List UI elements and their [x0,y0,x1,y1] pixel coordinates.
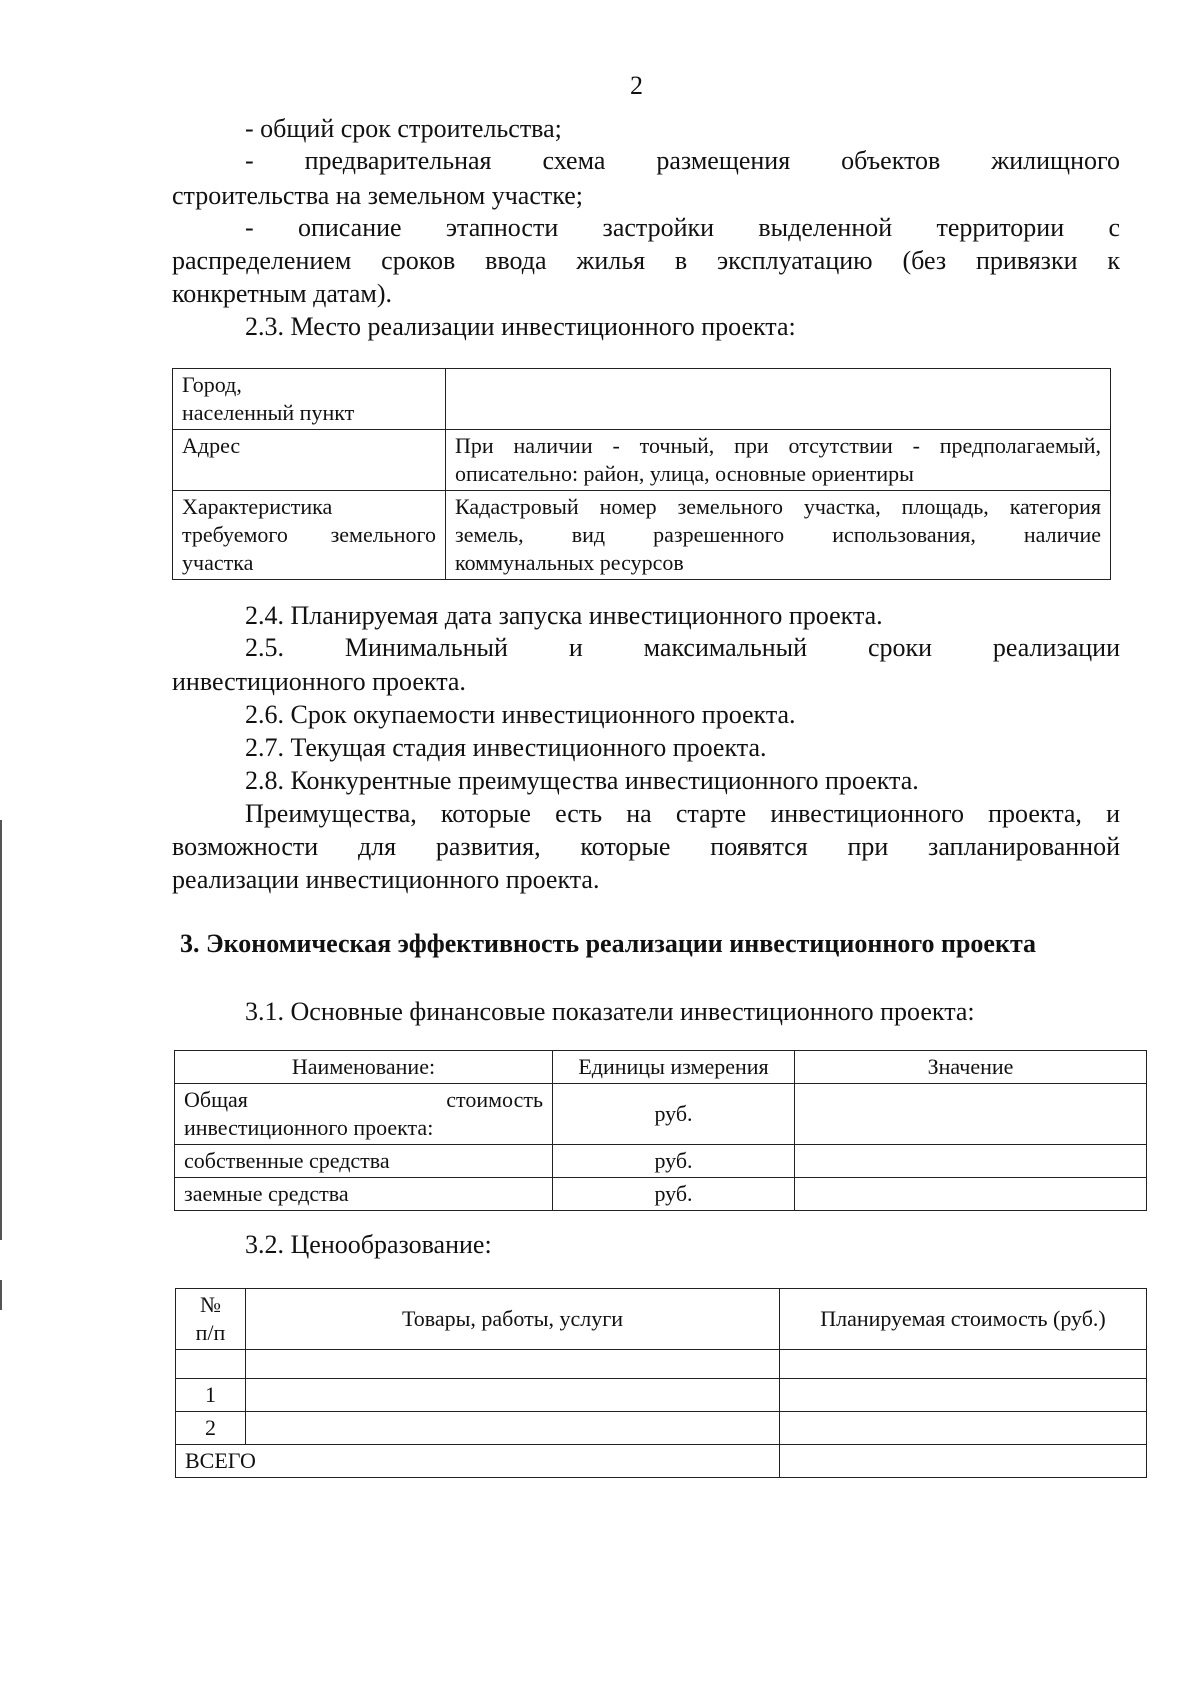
column-header-name: Наименование: [175,1051,553,1084]
advantages-text-cont: возможности для развития, которые появятся при запланированной [172,832,1120,861]
table-cell-goods [246,1379,780,1412]
list-item-phasing: - описание этапности застройки выделенной территории с [245,213,1120,242]
table-cell-cost [780,1350,1147,1379]
page-number: 2 [630,71,643,100]
section-2-6: 2.6. Срок окупаемости инвестиционного проекта. [245,700,796,729]
table-cell-name: заемные средства [175,1178,553,1211]
table-row [175,1145,1147,1178]
table-cell-value: При наличии - точный, при отсутствии - предполагаемый, описательно: район, улица, основные ориентиры [446,430,1111,491]
column-header-unit: Единицы измерения [553,1051,795,1084]
table-row [173,430,1111,491]
scan-edge-mark [0,1280,2,1310]
finance-table [174,1050,1147,1211]
section-2-8: 2.8. Конкурентные преимущества инвестиционного проекта. [245,766,919,795]
table-header-row [175,1051,1147,1084]
table-row [176,1412,1147,1445]
column-header-cost: Планируемая стоимость (руб.) [780,1289,1147,1350]
table-cell-label: Адрес [173,430,446,491]
total-label: ВСЕГО [176,1445,780,1478]
table-cell-goods [246,1350,780,1379]
list-item-layout-scheme-cont: строительства на земельном участке; [172,181,583,210]
table-cell-cost [780,1379,1147,1412]
table-row [173,491,1111,580]
scan-edge-mark [0,820,2,1240]
column-header-number: № п/п [176,1289,246,1350]
table-cell-cost [780,1412,1147,1445]
table-cell-total-cost [780,1445,1147,1478]
list-item-total-term: - общий срок строительства; [245,114,562,143]
column-header-value: Значение [795,1051,1147,1084]
table-cell-goods [246,1412,780,1445]
table-cell-value: Кадастровый номер земельного участка, площадь, категория земель, вид разрешенного использования, наличие коммунальных ресурсов [446,491,1111,580]
table-cell-unit: руб. [553,1178,795,1211]
table-row [175,1178,1147,1211]
table-cell-value [795,1084,1147,1145]
section-2-5: 2.5. Минимальный и максимальный сроки реализации [245,633,1120,662]
table-cell-value [795,1178,1147,1211]
column-header-goods: Товары, работы, услуги [246,1289,780,1350]
table-cell-unit: руб. [553,1084,795,1145]
table-cell-label: Город, населенный пункт [173,369,446,430]
section-3-title: 3. Экономическая эффективность реализации инвестиционного проекта [180,929,1037,958]
table-row [176,1379,1147,1412]
pricing-table [175,1288,1147,1478]
table-cell-unit: руб. [553,1145,795,1178]
section-2-3-heading: 2.3. Место реализации инвестиционного проекта: [245,312,796,341]
table-row [176,1350,1147,1379]
table-row [173,369,1111,430]
table-cell-name: Общая стоимость инвестиционного проекта: [175,1084,553,1145]
advantages-text-end: реализации инвестиционного проекта. [172,865,600,894]
table-row [175,1084,1147,1145]
table-total-row [176,1445,1147,1478]
table-cell-number: 1 [176,1379,246,1412]
table-cell-number: 2 [176,1412,246,1445]
section-2-4: 2.4. Планируемая дата запуска инвестиционного проекта. [245,601,883,630]
section-3-2-heading: 3.2. Ценообразование: [245,1230,492,1259]
table-cell-label: Характеристика требуемого земельного участка [173,491,446,580]
advantages-text: Преимущества, которые есть на старте инвестиционного проекта, и [245,799,1120,828]
section-3-1-heading: 3.1. Основные финансовые показатели инвестиционного проекта: [245,997,975,1026]
section-2-7: 2.7. Текущая стадия инвестиционного проекта. [245,733,767,762]
list-item-layout-scheme: - предварительная схема размещения объектов жилищного [245,146,1120,175]
list-item-phasing-end: конкретным датам). [172,279,393,308]
table-cell-number [176,1350,246,1379]
table-cell-name: собственные средства [175,1145,553,1178]
table-cell-value [446,369,1111,430]
location-table [172,368,1111,580]
table-cell-value [795,1145,1147,1178]
list-item-phasing-cont: распределением сроков ввода жилья в эксплуатацию (без привязки к [172,246,1120,275]
section-2-5-cont: инвестиционного проекта. [172,667,466,696]
table-header-row [176,1289,1147,1350]
